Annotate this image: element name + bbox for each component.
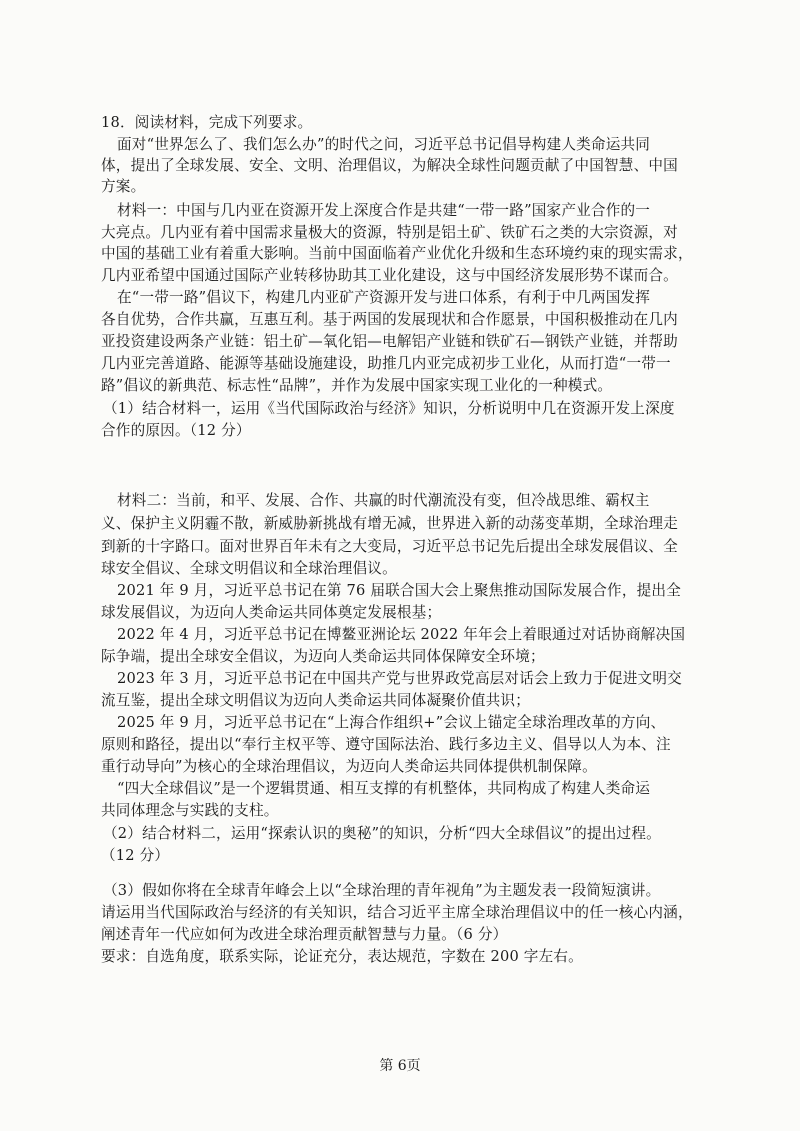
material2-line: 重行动导向”为核心的全球治理倡议，为迈向人类命运共同体提供机制保障。 xyxy=(101,758,597,775)
material2-line: 际争端，提出全球安全倡议，为迈向人类命运共同体保障安全环境； xyxy=(101,648,545,665)
material2-line: 材料二：当前，和平、发展、合作、共赢的时代潮流没有变，但冷战思维、霸权主 xyxy=(117,492,650,509)
material1-line: 在“一带一路”倡议下，构建几内亚矿产资源开发与进口体系，有利于中几两国发挥 xyxy=(117,289,651,306)
material2-line: 球发展倡议，为迈向人类命运共同体奠定发展根基； xyxy=(101,604,442,621)
question-3-line: 阐述青年一代应如何为改进全球治理贡献智慧与力量。（6 分） xyxy=(101,926,508,943)
question-3-line: 请运用当代国际政治与经济的有关知识，结合习近平主席全球治理倡议中的任一核心内涵， xyxy=(101,904,693,921)
material2-line: 共同体理念与实践的支柱。 xyxy=(101,802,279,819)
material2-line: 义、保护主义阴霾不散，新威胁新挑战有增无减，世界进入新的动荡变革期，全球治理走 xyxy=(101,515,678,532)
question-3-requirement: 要求：自选角度，联系实际，论证充分，表达规范，字数在 200 字左右。 xyxy=(101,948,583,965)
material1-line: 各自优势，合作共赢，互惠互利。基于两国的发展现状和合作愿景，中国积极推动在几内 xyxy=(101,311,678,328)
intro-line: 面对“世界怎么了、我们怎么办”的时代之问，习近平总书记倡导构建人类命运共同 xyxy=(117,136,651,153)
material2-line: 原则和路径，提出以“奉行主权平等、遵守国际法治、践行多边主义、倡导以人为本、注 xyxy=(101,736,671,753)
material2-line: 到新的十字路口。面对世界百年未有之大变局，习近平总书记先后提出全球发展倡议、全 xyxy=(101,538,678,555)
question-header: 18．阅读材料，完成下列要求。 xyxy=(101,114,313,131)
material2-line: “四大全球倡议”是一个逻辑贯通、相互支撑的有机整体，共同构成了构建人类命运 xyxy=(117,780,651,797)
material2-line: 2021 年 9 月，习近平总书记在第 76 届联合国大会上聚焦推动国际发展合作，提出全 xyxy=(117,582,681,599)
question-1-line: 合作的原因。（12 分） xyxy=(101,422,251,439)
material1-line: 亚投资建设两条产业链：铝土矿—氧化铝—电解铝产业链和铁矿石—钢铁产业链，并帮助 xyxy=(101,333,678,350)
material1-line: 路”倡议的新典范、标志性“品牌”，并作为发展中国家实现工业化的一种模式。 xyxy=(101,377,613,394)
intro-line: 方案。 xyxy=(101,178,146,195)
material1-line: 中国的基础工业有着重大影响。当前中国面临着产业优化升级和生态环境约束的现实需求， xyxy=(101,245,693,262)
page-number: 第 6页 xyxy=(379,1058,421,1074)
material2-line: 2022 年 4 月，习近平总书记在博鳌亚洲论坛 2022 年年会上着眼通过对话协商解决国 xyxy=(117,626,686,643)
material2-line: 球安全倡议、全球文明倡议和全球治理倡议。 xyxy=(101,560,397,577)
question-3-line: （3）假如你将在全球青年峰会上以“全球治理的青年视角”为主题发表一段简短演讲。 xyxy=(103,882,661,899)
intro-line: 体，提出了全球发展、安全、文明、治理倡议，为解决全球性问题贡献了中国智慧、中国 xyxy=(101,157,678,174)
material2-line: 2025 年 9 月，习近平总书记在“上海合作组织+”会议上锚定全球治理改革的方向、 xyxy=(117,714,666,731)
material1-line: 材料一：中国与几内亚在资源开发上深度合作是共建“一带一路”国家产业合作的一 xyxy=(117,202,651,219)
material1-line: 几内亚完善道路、能源等基础设施建设，助推几内亚完成初步工业化，从而打造“一带一 xyxy=(101,355,671,372)
question-2-line: （2）结合材料二，运用“探索认识的奥秘”的知识，分析“四大全球倡议”的提出过程。 xyxy=(103,825,661,842)
material2-line: 流互鉴，提出全球文明倡议为迈向人类命运共同体凝聚价值共识； xyxy=(101,692,531,709)
material1-line: 几内亚希望中国通过国际产业转移协助其工业化建设，这与中国经济发展形势不谋而合。 xyxy=(101,267,678,284)
question-1-line: （1）结合材料一，运用《当代国际政治与经济》知识，分析说明中几在资源开发上深度 xyxy=(103,400,675,417)
material2-line: 2023 年 3 月，习近平总书记在中国共产党与世界政党高层对话会上致力于促进文明交 xyxy=(117,670,682,687)
question-2-line: （12 分） xyxy=(101,847,170,864)
material1-line: 大亮点。几内亚有着中国需求量极大的资源，特别是铝土矿、铁矿石之类的大宗资源，对 xyxy=(101,224,678,241)
